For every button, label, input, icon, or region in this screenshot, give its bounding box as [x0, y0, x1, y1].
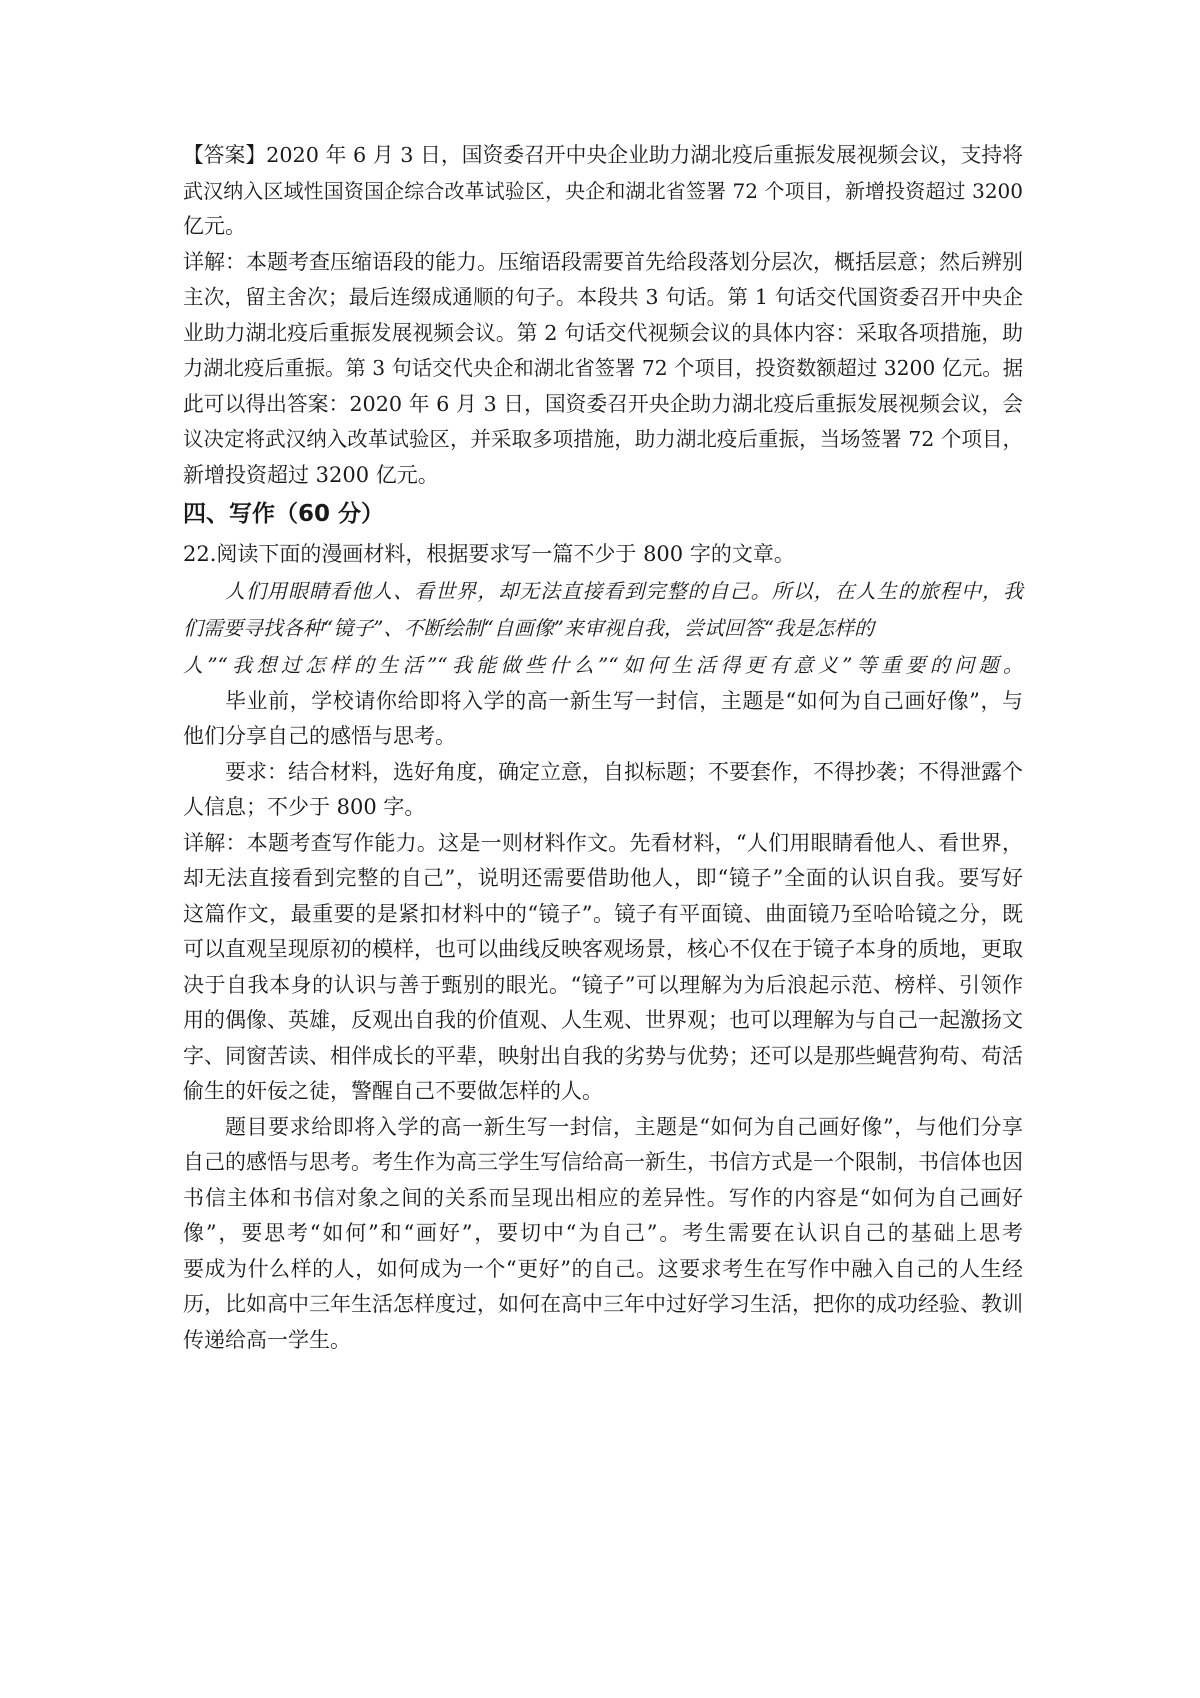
explanation-line: 偷生的奸佞之徒，警醒自己不要做怎样的人。	[183, 1079, 603, 1103]
explanation-line: 业助力湖北疫后重振发展视频会议。第 2 句话交代视频会议的具体内容：采取各项措施，助	[183, 320, 1023, 345]
explanation-line: 却无法直接看到完整的自己”，说明还需要借助他人，即“镜子”全面的认识自我。要写好	[183, 866, 1023, 890]
explanation-line: 此可以得出答案：2020 年 6 月 3 日，国资委召开央企助力湖北疫后重振发展视频会议，会	[183, 391, 1023, 416]
explanation-writing	[183, 826, 1023, 1110]
explanation-line: 像”，要思考“如何”和“画好”，要切中“为自己”。考生需要在认识自己的基础上思考	[183, 1221, 1023, 1245]
material-quote	[183, 573, 1023, 684]
explanation-line: 历，比如高中三年生活怎样度过，如何在高中三年中过好学习生活，把你的成功经验、教训	[183, 1292, 1023, 1316]
task-paragraph	[183, 684, 1023, 755]
document-page	[183, 138, 1023, 1358]
explanation-line: 题目要求给即将入学的高一新生写一封信，主题是“如何为自己画好像”，与他们分享	[225, 1114, 1023, 1139]
requirements-line: 要求：结合材料，选好角度，确定立意，自拟标题；不要套作，不得抄袭；不得泄露个	[225, 759, 1023, 784]
explanation-line: 议决定将武汉纳入改革试验区，并采取多项措施，助力湖北疫后重振，当场签署 72 个项目，	[183, 427, 1023, 451]
explanation-line: 这篇作文，最重要的是紧扣材料中的“镜子”。镜子有平面镜、曲面镜乃至哈哈镜之分，既	[183, 901, 1023, 926]
explanation-line: 字、同窗苦读、相伴成长的平辈，映射出自我的劣势与优势；还可以是那些蝇营狗苟、苟活	[183, 1043, 1023, 1068]
answer-line: 【答案】2020 年 6 月 3 日，国资委召开中央企业助力湖北疫后重振发展视频会议，支持将	[183, 143, 1023, 167]
explanation-compression	[183, 245, 1023, 494]
section-heading: 四、写作（60 分）	[183, 501, 385, 527]
material-line: 人”“我想过怎样的生活”“我能做些什么”“如何生活得更有意义”等重要的问题。	[183, 652, 1023, 677]
material-line: 们需要寻找各种“镜子”、不断绘制“自画像”来审视自我，尝试回答“我是怎样的	[183, 615, 875, 640]
task-line: 毕业前，学校请你给即将入学的高一新生写一封信，主题是“如何为自己画好像”，与	[225, 688, 1023, 713]
requirements-paragraph	[183, 755, 1023, 826]
explanation-line: 书信主体和书信对象之间的关系而呈现出相应的差异性。写作的内容是“如何为自己画好	[183, 1185, 1023, 1210]
material-line: 人们用眼睛看他人、看世界，却无法直接看到完整的自己。所以，在人生的旅程中，我	[225, 578, 1023, 603]
task-line: 他们分享自己的感悟与思考。	[183, 724, 456, 748]
explanation-line: 自己的感悟与思考。考生作为高三学生写信给高一新生，书信方式是一个限制，书信体也因	[183, 1150, 1023, 1174]
question-line: 22.阅读下面的漫画材料，根据要求写一篇不少于 800 字的文章。	[183, 542, 795, 566]
answer-block	[183, 138, 1023, 245]
explanation-line: 用的偶像、英雄，反观出自我的价值观、人生观、世界观；也可以理解为与自己一起激扬文	[183, 1008, 1023, 1032]
answer-line: 亿元。	[183, 214, 246, 238]
explanation-line: 力湖北疫后重振。第 3 句话交代央企和湖北省签署 72 个项目，投资数额超过 3200 亿元。据	[183, 356, 1023, 380]
explanation-line: 决于自我本身的认识与善于甄别的眼光。“镜子”可以理解为为后浪起示范、榜样、引领作	[183, 972, 1023, 997]
requirements-line: 人信息；不少于 800 字。	[183, 795, 426, 819]
answer-line: 武汉纳入区域性国资国企综合改革试验区，央企和湖北省签署 72 个项目，新增投资超过 3200	[183, 178, 1023, 203]
explanation-line: 可以直观呈现原初的模样，也可以曲线反映客观场景，核心不仅在于镜子本身的质地，更取	[183, 937, 1023, 961]
explanation-line: 主次，留主舍次；最后连缀成通顺的句子。本段共 3 句话。第 1 句话交代国资委召开中央企	[183, 285, 1023, 309]
explanation-line: 传递给高一学生。	[183, 1327, 351, 1352]
explanation-line: 详解：本题考查压缩语段的能力。压缩语段需要首先给段落划分层次，概括层意；然后辨别	[183, 249, 1023, 274]
explanation-line: 要成为什么样的人，如何成为一个“更好”的自己。这要求考生在写作中融入自己的人生经	[183, 1256, 1023, 1281]
explanation-letter	[183, 1110, 1023, 1359]
explanation-line: 详解：本题考查写作能力。这是一则材料作文。先看材料，“人们用眼睛看他人、看世界，	[183, 830, 1023, 855]
explanation-line: 新增投资超过 3200 亿元。	[183, 462, 439, 487]
